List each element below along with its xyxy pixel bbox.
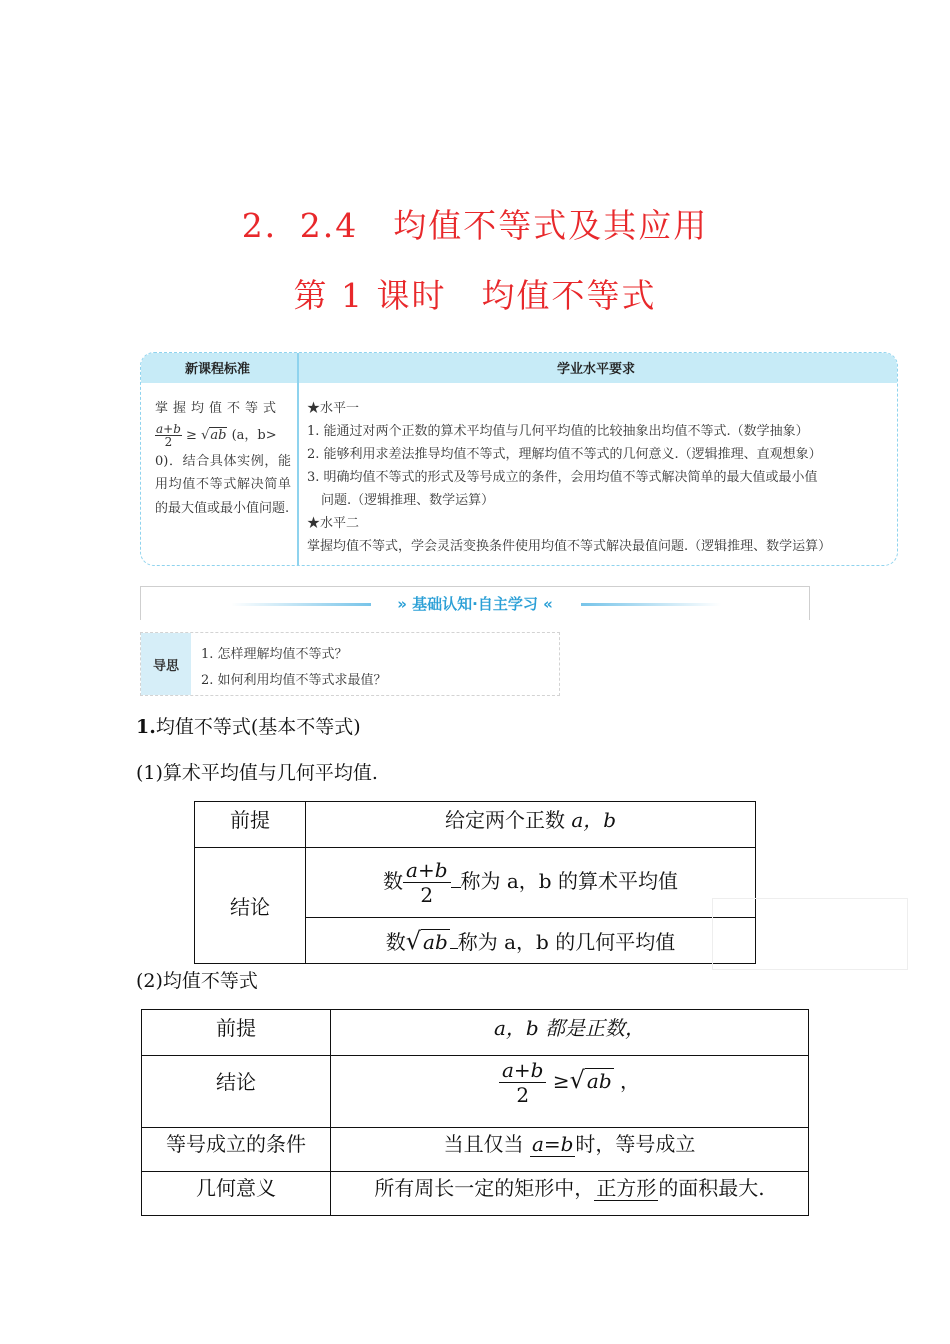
t2-conclusion-value: $\frac{a+b}{2}$ ≥√ ab ， <box>331 1056 809 1128</box>
watermark-box <box>712 898 908 970</box>
standards-header-bar <box>141 353 897 383</box>
arith-fraction: $\frac{a+b}{2}$ <box>403 858 450 907</box>
ge-symbol: ≥ <box>186 427 197 443</box>
t2-conclusion-label: 结论 <box>142 1056 331 1128</box>
t2-geometry-value: 所有周长一定的矩形中， 正方形 的面积最大. <box>331 1172 809 1216</box>
t1-conclusion-label: 结论 <box>195 848 306 964</box>
standards-right-header: 学业水平要求 <box>557 362 636 377</box>
guide-question-1: 1. 怎样理解均值不等式？ <box>201 647 348 662</box>
sqrt-icon: √ <box>405 927 422 955</box>
standards-left-header: 新课程标准 <box>185 362 251 377</box>
standards-right-text <box>307 397 897 558</box>
level-two-label: ★水平二 <box>307 516 360 531</box>
t1-premise-value: 给定两个正数 a，b <box>306 802 756 848</box>
section-banner <box>140 586 810 620</box>
standards-left-line1: 掌握均值不等式 <box>155 401 282 416</box>
answer-blank <box>451 887 461 888</box>
inequality-fraction: $\frac{a+b}{2}$ <box>499 1058 546 1107</box>
sqrt-icon: √ <box>201 427 210 443</box>
standards-left-line2: 0)．结合具体实例，能用均值不等式解决简单的最大值或最小值问题. <box>155 453 291 516</box>
section-heading: 1.均值不等式(基本不等式) <box>136 716 361 738</box>
guide-question-2: 2. 如何利用均值不等式求最值？ <box>201 673 387 688</box>
sub-title: 第 1 课时 均值不等式 <box>293 276 657 315</box>
banner-title: » 基础认知·自主学习 « <box>397 595 553 613</box>
requirement-3: 3. 明确均值不等式的形式及等号成立的条件，会用均值不等式解决简单的最大值或最小值 <box>307 470 818 485</box>
double-chevron-left-icon: « <box>543 595 553 613</box>
t2-geometry-label: 几何意义 <box>142 1172 331 1216</box>
sqrt-icon: √ <box>569 1066 585 1094</box>
standards-fraction: $\frac{a+b}{2}$ <box>156 421 181 449</box>
main-title: 2．2.4 均值不等式及其应用 <box>241 206 709 245</box>
ge-symbol: ≥ <box>552 1069 570 1093</box>
standards-left-text <box>155 397 291 520</box>
t2-condition-label: 等号成立的条件 <box>142 1128 331 1172</box>
t2-condition-value: 当且仅当 a=b 时，等号成立 <box>331 1128 809 1172</box>
level-one-label: ★水平一 <box>307 401 360 416</box>
t2-premise-label: 前提 <box>142 1010 331 1056</box>
double-chevron-right-icon: » <box>397 595 407 613</box>
t1-arithmetic-mean: 数 $\frac{a+b}{2}$ 称为 a，b 的算术平均值 <box>306 848 756 918</box>
standards-divider <box>297 353 299 565</box>
subsection-1-heading: (1)算术平均值与几何平均值. <box>136 762 378 784</box>
answer-blank <box>450 948 458 949</box>
requirement-2: 2. 能够利用求差法推导均值不等式，理解均值不等式的几何意义.（逻辑推理、直观想象） <box>307 447 822 462</box>
subsection-2-heading: (2)均值不等式 <box>136 970 258 992</box>
requirement-3-cont: 问题.（逻辑推理、数学运算） <box>321 493 495 508</box>
requirement-4: 掌握均值不等式，学会灵活变换条件使用均值不等式解决最值问题.（逻辑推理、数学运算） <box>307 539 832 554</box>
mean-definition-table <box>194 801 756 964</box>
standards-left-formula: $\frac{a+b}{2}$ ≥ √ab (a，b> <box>156 421 277 449</box>
mean-inequality-table <box>141 1009 809 1216</box>
requirement-1: 1. 能通过对两个正数的算术平均值与几何平均值的比较抽象出均值不等式.（数学抽象） <box>307 424 809 439</box>
t1-geometric-mean: 数√ ab 称为 a，b 的几何平均值 <box>306 918 756 964</box>
guide-label: 导思 <box>141 633 191 695</box>
t1-premise-label: 前提 <box>195 802 306 848</box>
t2-premise-value: a，b 都是正数， <box>331 1010 809 1056</box>
standards-box <box>140 352 898 566</box>
guide-box <box>140 632 560 696</box>
